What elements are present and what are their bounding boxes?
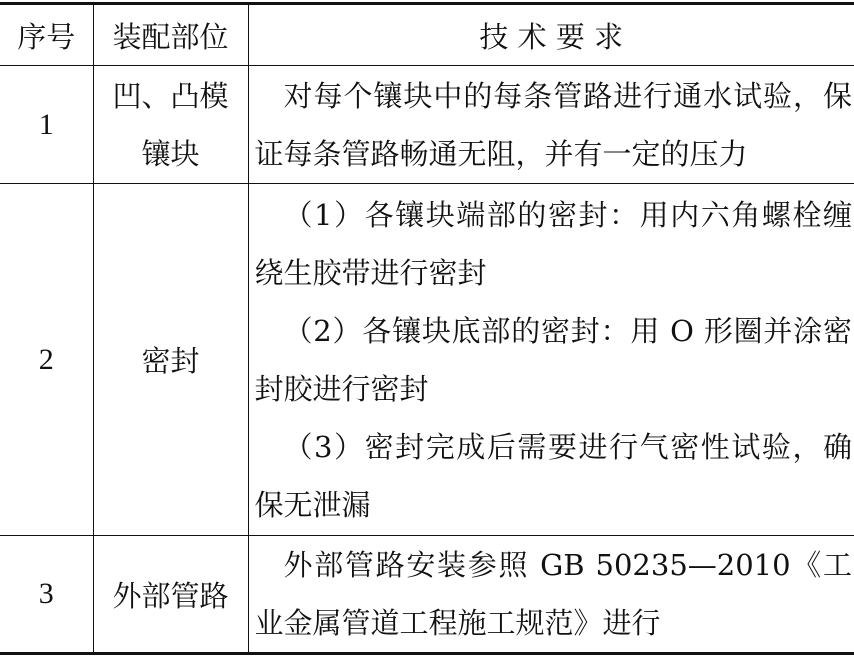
requirement-paragraph: （3）密封完成后需要进行气密性试验，确保无泄漏 xyxy=(254,429,852,522)
requirement-paragraph: 对每个镶块中的每条管路进行通水试验，保证每条管路畅通无阻，并有一定的压力 xyxy=(254,78,852,171)
assembly-part-cell xyxy=(93,184,248,536)
table-header-row xyxy=(0,4,854,66)
row-number: 3 xyxy=(0,536,93,654)
assembly-part-cell xyxy=(93,66,248,184)
requirement-paragraph: 外部管路安装参照 GB 50235—2010《工业金属管道工程施工规范》进行 xyxy=(254,548,852,640)
row-number: 2 xyxy=(0,184,93,536)
header-serial-number: 序号 xyxy=(0,4,93,66)
assembly-part-line: 密封 xyxy=(141,344,200,378)
header-assembly-part: 装配部位 xyxy=(93,4,248,66)
technical-requirement-cell xyxy=(248,66,854,184)
assembly-part-line: 凹、凸模 xyxy=(112,78,229,113)
assembly-part-line: 外部管路 xyxy=(112,578,229,613)
row-number: 1 xyxy=(0,66,93,184)
table-row xyxy=(0,184,854,536)
header-technical-requirements-label: 技 术 要 求 xyxy=(479,19,624,54)
technical-requirement-cell xyxy=(248,184,854,536)
requirement-paragraph: （2）各镶块底部的密封：用 O 形圈并涂密封胶进行密封 xyxy=(254,313,852,406)
assembly-requirements-table xyxy=(0,2,854,655)
header-technical-requirements xyxy=(248,4,854,66)
assembly-part-line: 镶块 xyxy=(141,136,200,171)
assembly-part-cell xyxy=(93,536,248,654)
table-row xyxy=(0,66,854,184)
requirement-paragraph: （1）各镶块端部的密封：用内六角螺栓缠绕生胶带进行密封 xyxy=(254,197,852,290)
technical-requirement-cell xyxy=(248,536,854,654)
table-row xyxy=(0,536,854,654)
